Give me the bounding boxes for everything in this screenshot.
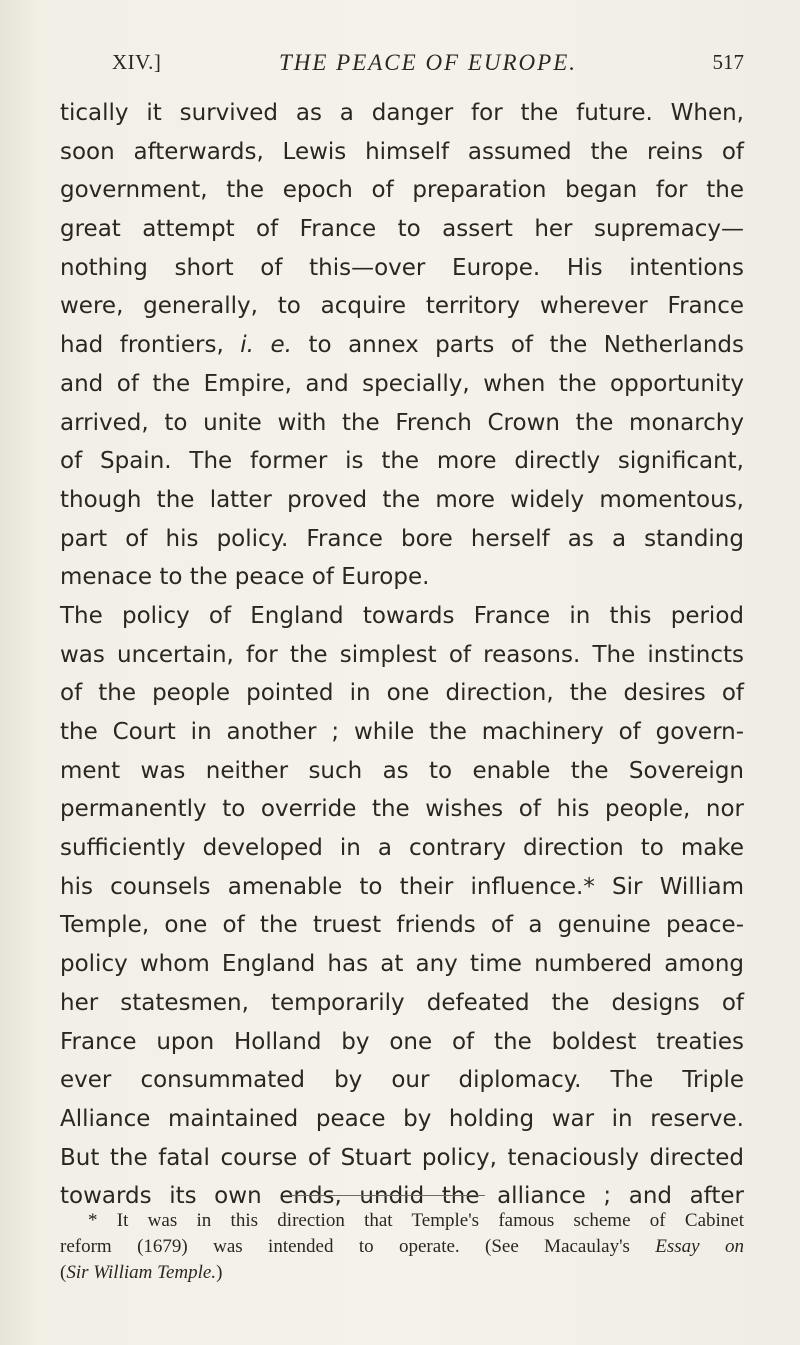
running-header bbox=[112, 50, 744, 80]
text-line: France upon Holland by one of the boldest treaties bbox=[60, 1028, 744, 1055]
paragraph-start-line: The policy of England towards France in this period bbox=[60, 602, 744, 629]
text-line: policy whom England has at any time numbered among bbox=[60, 951, 744, 978]
paragraph-end-line: menace to the peace of Europe. bbox=[60, 564, 430, 591]
footnote-line: * It was in this direction that Temple's famous scheme of Cabinet bbox=[88, 1210, 744, 1231]
italic-abbreviation: i. e. bbox=[240, 332, 292, 359]
text-line: his counsels amenable to their influence.* Sir William bbox=[60, 873, 744, 900]
text-line: the Court in another ; while the machinery of govern- bbox=[60, 719, 744, 745]
text-line: tically it survived as a danger for the future. When, bbox=[60, 100, 744, 126]
footnote-paren-close: ) bbox=[216, 1262, 223, 1283]
chapter-marker: XIV.] bbox=[112, 50, 162, 74]
text-line: arrived, to unite with the French Crown the monarchy bbox=[60, 409, 744, 436]
running-title: THE PEACE OF EUROPE. bbox=[278, 50, 578, 75]
text-line: sufficiently developed in a contrary direction to make bbox=[60, 835, 744, 862]
body-text bbox=[60, 94, 744, 1216]
text-line: ment was neither such as to enable the Sovereign bbox=[60, 757, 744, 784]
text-line: though the latter proved the more widely momentous, bbox=[60, 486, 744, 513]
text-line: nothing short of this—over Europe. His intentions bbox=[60, 254, 744, 281]
page-number: 517 bbox=[712, 50, 744, 74]
text-line: great attempt of France to assert her supremacy— bbox=[60, 216, 744, 243]
text-line: her statesmen, temporarily defeated the designs of bbox=[60, 989, 744, 1016]
footnote bbox=[60, 1208, 744, 1286]
text-line: government, the epoch of preparation began for the bbox=[60, 177, 744, 204]
footnote-paren-open: ( bbox=[60, 1262, 67, 1283]
text-line: soon afterwards, Lewis himself assumed the reins of bbox=[60, 138, 744, 165]
footnote-book-title: Essay on bbox=[655, 1236, 744, 1257]
text-line: of the people pointed in one direction, the desires of bbox=[60, 680, 744, 707]
text-line: Temple, one of the truest friends of a genuine peace- bbox=[60, 912, 744, 939]
footnote-line: reform (1679) was intended to operate. (See Macaulay's Essay on bbox=[60, 1236, 744, 1257]
footnote-line bbox=[60, 1260, 744, 1286]
text-line: But the fatal course of Stuart policy, tenaciously directed bbox=[60, 1144, 744, 1171]
text-line: towards its own ends, undid the alliance ; and after bbox=[60, 1183, 744, 1210]
text-line: had frontiers, i. e. to annex parts of the Netherlands bbox=[60, 332, 744, 359]
text-line: ever consummated by our diplomacy. The Triple bbox=[60, 1067, 744, 1094]
text-line: permanently to override the wishes of his people, nor bbox=[60, 796, 744, 823]
footnote-divider bbox=[285, 1195, 485, 1196]
text-line: Alliance maintained peace by holding war in reserve. bbox=[60, 1105, 744, 1132]
text-line: part of his policy. France bore herself as a standing bbox=[60, 525, 744, 552]
text-line: were, generally, to acquire territory wherever France bbox=[60, 293, 744, 320]
footnote-citation-title: Sir William Temple. bbox=[66, 1262, 217, 1283]
text-line: of Spain. The former is the more directly significant, bbox=[60, 448, 744, 475]
text-line: was uncertain, for the simplest of reasons. The instincts bbox=[60, 641, 744, 668]
text-line: and of the Empire, and specially, when the opportunity bbox=[60, 370, 744, 397]
